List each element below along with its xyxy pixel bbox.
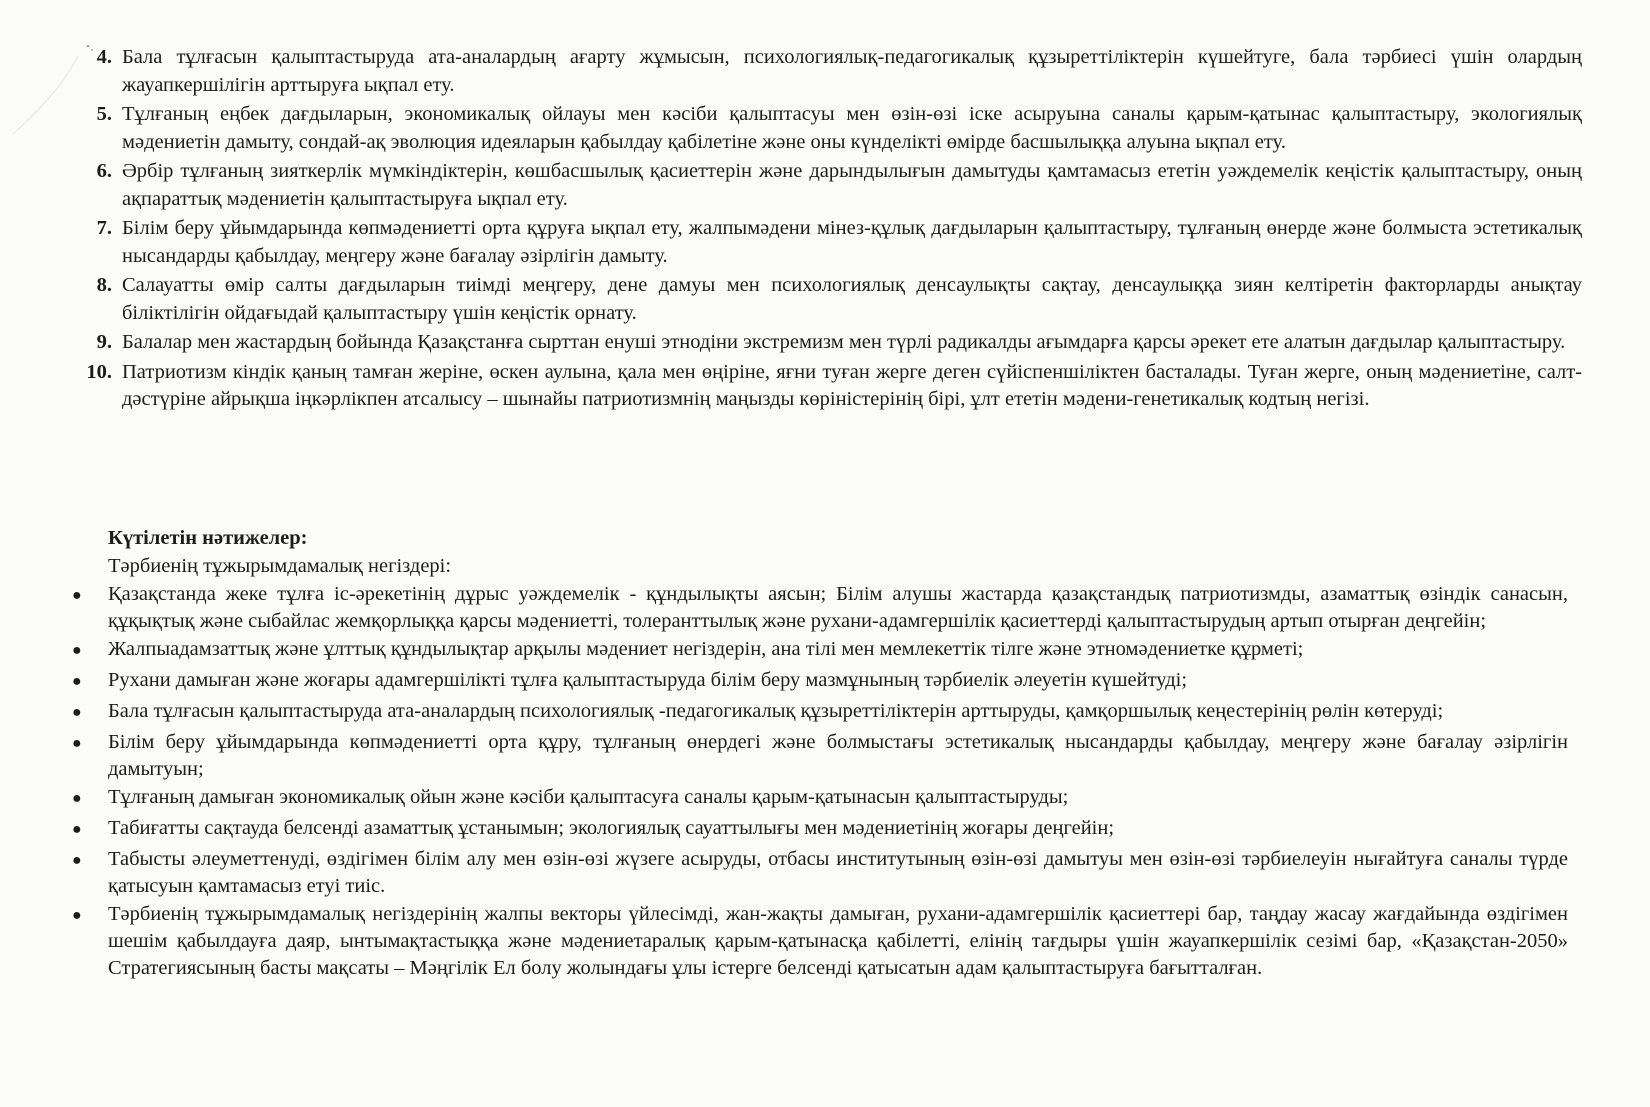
item-text: Бала тұлғасын қалыптастыруда ата-аналардың ағарту жұмысын, психологиялық-педагогикалық құзыреттіліктерін күшейтуге, бала тәрбиесі үшін олардың жауапкершілігін арттыруға ықпал ету.: [122, 46, 1582, 96]
item-text: Білім беру ұйымдарында көпмәдениетті орта құруға ықпал ету, жалпымәдени мінез-құлық дағдыларын қалыптастыру, тұлғаның өнерде және болмыста эстетикалық нысандарды қабылдау, меңгеру және бағалау әзірлігін дамыту.: [122, 217, 1582, 267]
list-item-5: [72, 101, 1582, 156]
bullet-text: Қазақстанда жеке тұлға іс-әрекетінің дұрыс уәждемелік - құндылықты аясын; Білім алушы жастарда қазақстандық патриотизмды, азаматтық өзіндік санасын, құқықтық және сыбайлас жемқорлыққа қарсы мәдениетті, толеранттылық және рухани-адамгершілік қасиеттерді қалыптастырудың артып отырған деңгейін;: [108, 583, 1568, 632]
item-number: 5.: [96, 103, 112, 125]
item-text: Салауатты өмір салты дағдыларын тиімді меңгеру, дене дамуы мен психологиялық денсаулықты сақтау, денсаулыққа зиян келтіретін факторларды анықтау біліктілігін ойдағыдай қалыптастыру үшін кеңістік орнату.: [122, 274, 1582, 324]
item-text: Әрбір тұлғаның зияткерлік мүмкіндіктерін, көшбасшылық қасиеттерін және дарындылығын дамытуды қамтамасыз ететін уәждемелік кеңістік қалыптастыру, оның ақпараттық мәдениетін қалыптастыруға ықпал ету.: [122, 160, 1582, 210]
bullet-text: Жалпыадамзаттық және ұлттық құндылықтар арқылы мәдениет негіздерін, ана тілі мен мемлекеттік тілге және этномәдениетке құрметі;: [108, 638, 1304, 660]
bullet-icon: ●: [72, 735, 82, 752]
bullet-icon: ●: [72, 704, 82, 721]
bullet-icon: ●: [72, 821, 82, 838]
bullet-text: Тұлғаның дамыған экономикалық ойын және кәсіби қалыптасуға саналы қарым-қатынасын қалыптастыруды;: [108, 786, 1069, 808]
section-heading: Күтілетін нәтижелер:: [108, 527, 308, 549]
bullet-text: Тәрбиенің тұжырымдамалық негіздерінің жалпы векторы үйлесімді, жан-жақты дамыған, рухани-адамгершілік қасиеттері бар, таңдау жасау жағдайында өздігімен шешім қабылдауға даяр, ынтымақтастыққа және мәдениетаралық қарым-қатынасқа қабілетті, елінің тағдыры үшін жауапкершілік сезімі бар, «Қазақстан-2050» Стратегиясының басты мақсаты – Мәңгілік Ел болу жолындағы ұлы істерге белсенді қатысатын адам қалыптастыруға бағытталған.: [108, 903, 1568, 979]
bullet-text: Бала тұлғасын қалыптастыруда ата-аналардың психологиялық -педагогикалық құзыреттіліктерін арттыруды, қамқоршылық кеңестерінің рөлін көтеруді;: [108, 700, 1444, 722]
list-item-9: [72, 329, 1582, 357]
item-number: 6.: [96, 160, 112, 182]
list-item-10: [72, 359, 1582, 414]
item-text: Балалар мен жастардың бойында Қазақстанға сырттан енуші этнодіни экстремизм мен түрлі радикалды ағымдарға қарсы әрекет ете алатын дағдылар қалыптастыру.: [122, 331, 1566, 353]
item-number: 4.: [96, 46, 112, 68]
bullet-item: [68, 636, 1568, 666]
bullet-item: [68, 698, 1568, 728]
expected-results-section: [68, 524, 1568, 982]
list-item-6: [72, 158, 1582, 213]
list-item-4: [72, 44, 1582, 99]
bullet-icon: ●: [72, 907, 82, 924]
bullet-item: [68, 846, 1568, 900]
bullet-item: [68, 581, 1568, 635]
bullet-item: [68, 901, 1568, 982]
bullet-icon: ●: [72, 852, 82, 869]
item-number: 8.: [96, 274, 112, 296]
bullet-text: Табиғатты сақтауда белсенді азаматтық ұстанымын; экологиялық сауаттылығы мен мәдениетінің жоғары деңгейін;: [108, 817, 1115, 839]
item-number: 10.: [86, 360, 112, 383]
bullet-text: Білім беру ұйымдарында көпмәдениетті орта құру, тұлғаның өнердегі және болмыстағы эстетикалық нысандарды қабылдау, меңгеру және бағалау әзірлігін дамытуын;: [108, 731, 1568, 780]
item-number: 9.: [96, 331, 112, 353]
bullet-item: [68, 815, 1568, 845]
bullet-text: Рухани дамыған және жоғары адамгершілікті тұлға қалыптастыруда білім беру мазмұнының тәрбиелік әлеуетін күшейтуді;: [108, 669, 1188, 691]
list-item-8: [72, 272, 1582, 327]
bullet-item: [68, 784, 1568, 814]
bullet-icon: ●: [72, 790, 82, 807]
section-subheading: Тәрбиенің тұжырымдамалық негіздері:: [108, 555, 452, 577]
item-text: Патриотизм кіндік қаның тамған жеріне, өскен аулына, қала мен өңіріне, яғни туған жерге деген сүйіспеншіліктен басталады. Туған жерге, оның мәдениетіне, салт-дәстүріне айрықша іңкәрлікпен атсалысу – шынайы патриотизмнің маңызды көріністерінің бірі, ұлт ететін мәдени-генетикалық кодтың негізі.: [122, 360, 1582, 410]
bullet-icon: ●: [72, 587, 82, 604]
item-text: Тұлғаның еңбек дағдыларын, экономикалық ойлауы мен кәсіби қалыптасуы мен өзін-өзі іске асыруына саналы қарым-қатынас қалыптастыру, экологиялық мәдениетін дамыту, сондай-ақ эволюция идеяларын қабылдау қабілетіне және оны күнделікті өмірде басшылыққа алуына ықпал ету.: [122, 103, 1582, 153]
list-item-7: [72, 215, 1582, 270]
bullet-icon: ●: [72, 642, 82, 659]
item-number: 7.: [96, 217, 112, 239]
bullet-item: [68, 667, 1568, 697]
bullet-icon: ●: [72, 673, 82, 690]
bullet-item: [68, 729, 1568, 783]
bullet-text: Табысты әлеуметтенуді, өздігімен білім алу мен өзін-өзі жүзеге асыруды, отбасы институтының өзін-өзі дамытуы мен өзін-өзі тәрбиелеуін нығайтуға саналы түрде қатысуын қамтамасыз етуі тиіс.: [108, 848, 1568, 897]
numbered-list: [72, 44, 1582, 416]
